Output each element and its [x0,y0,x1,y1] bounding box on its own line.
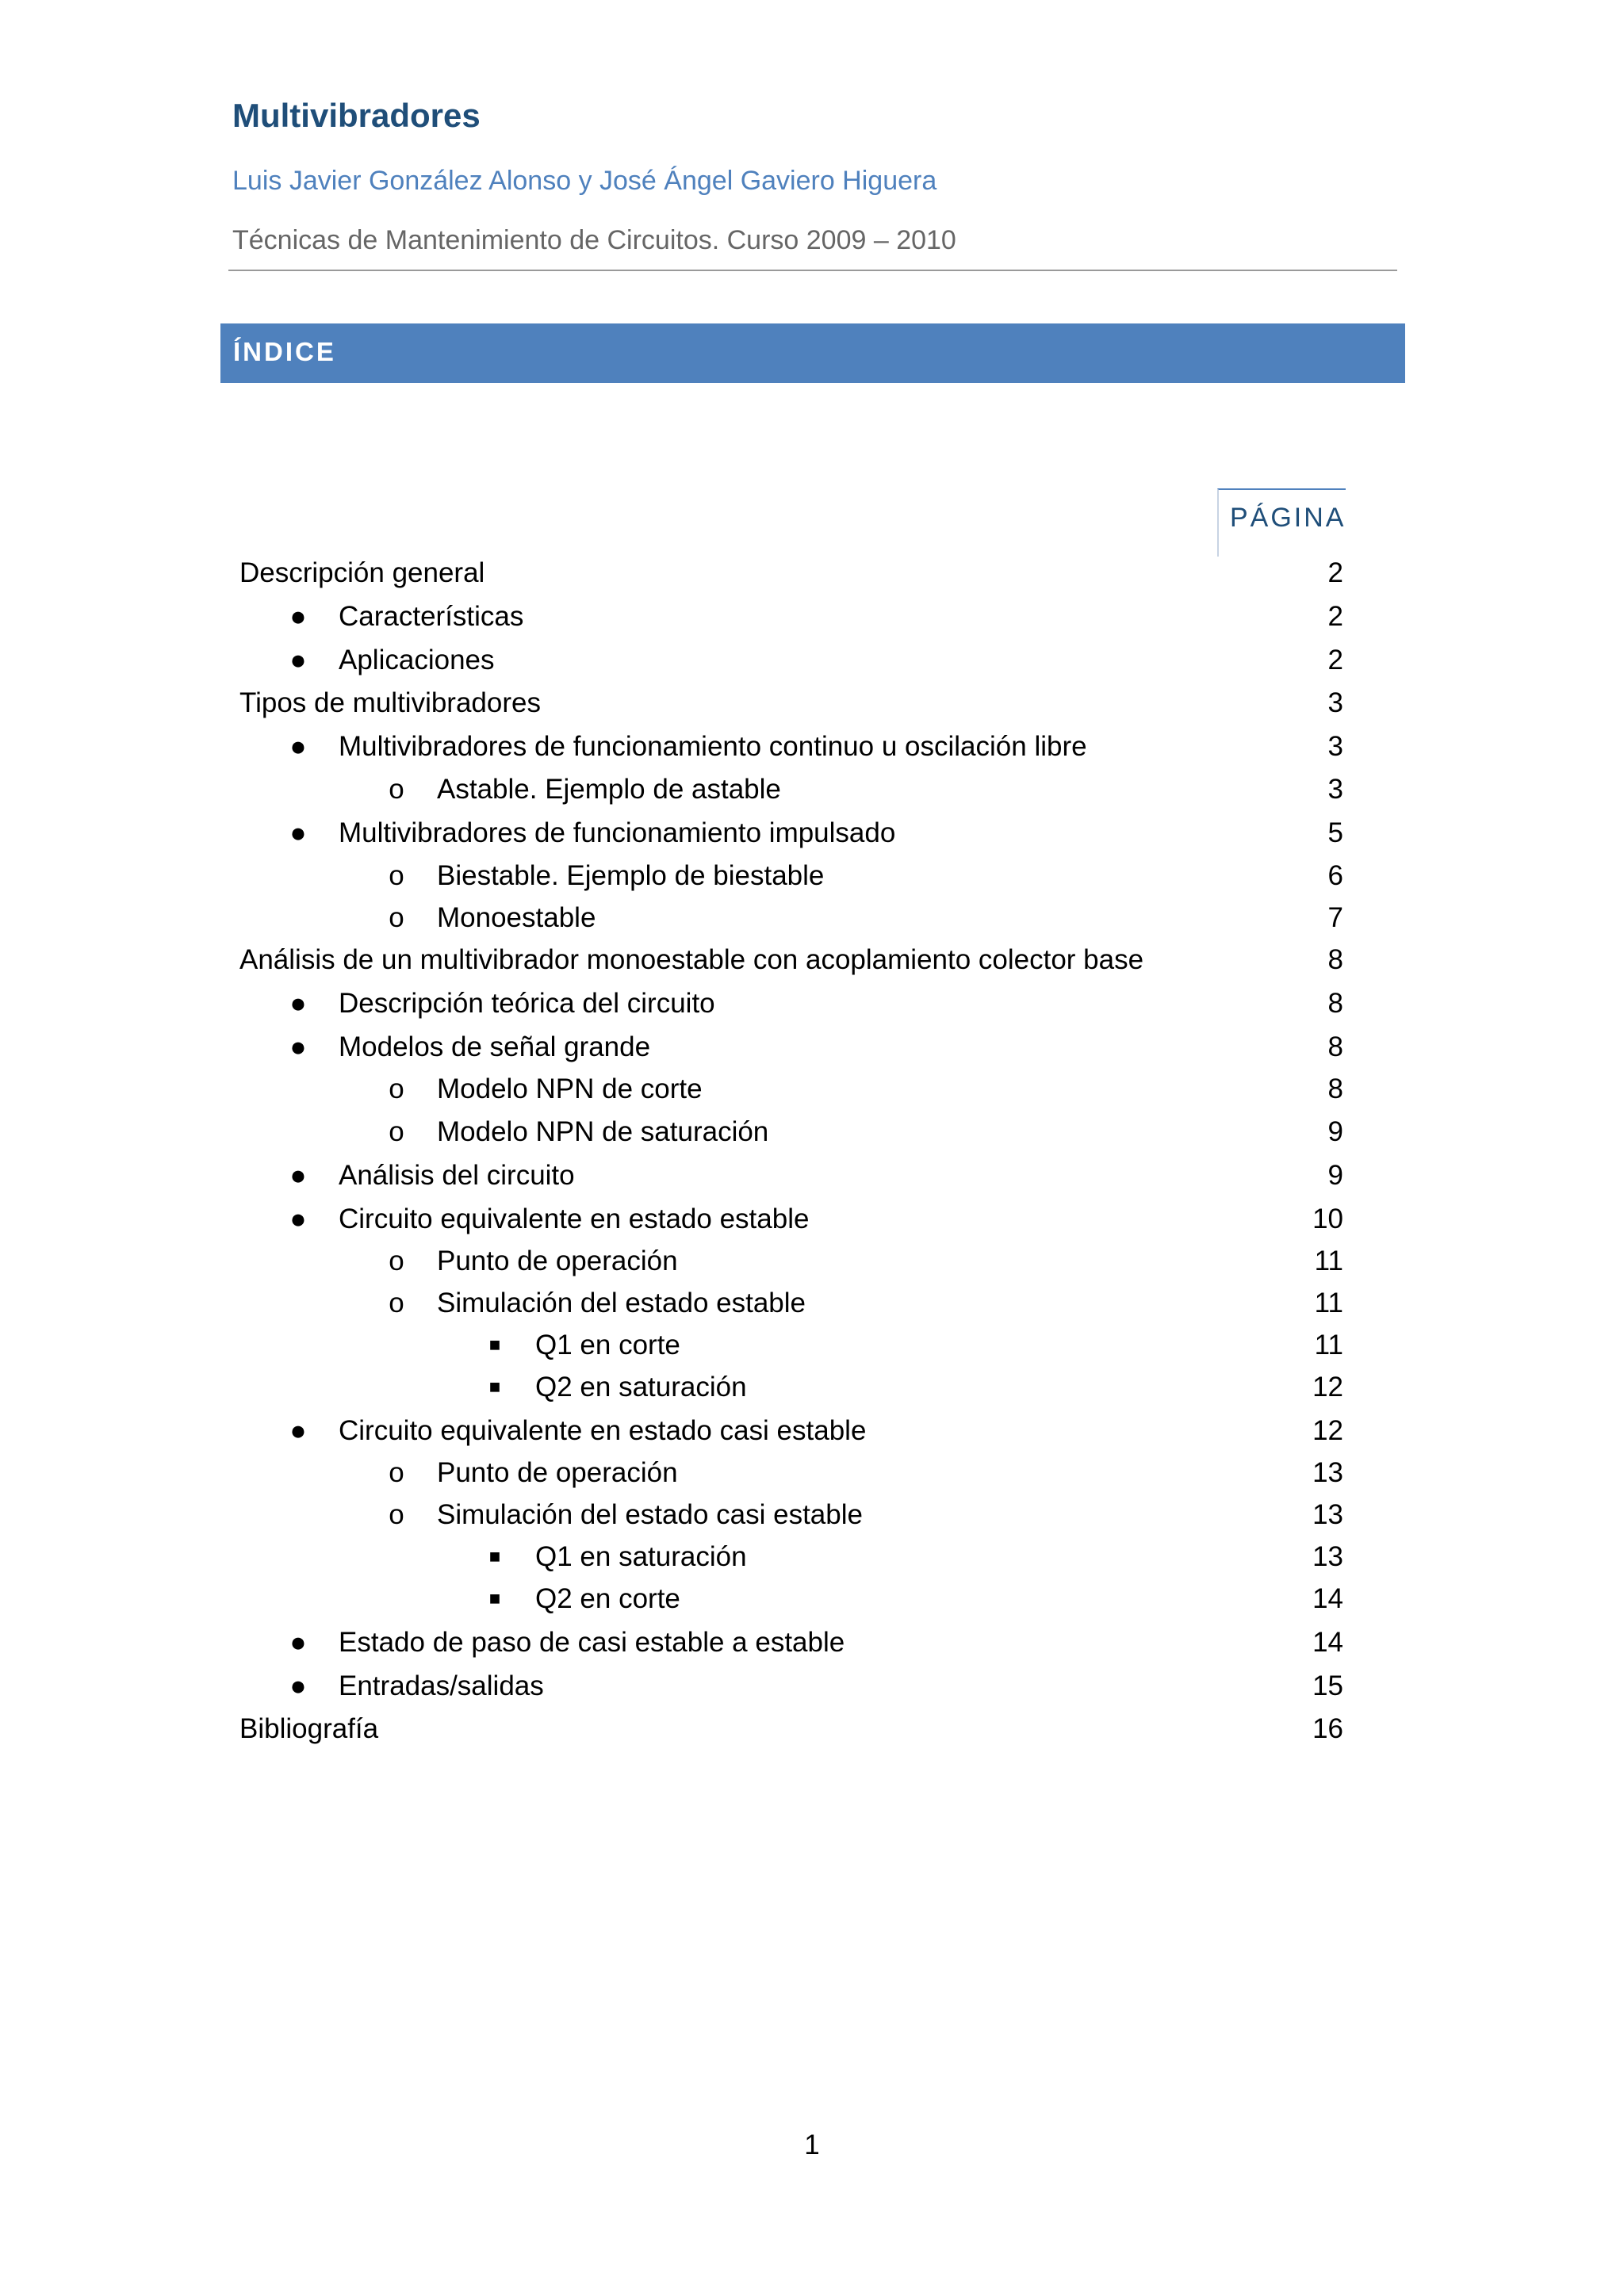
toc-entry-page: 13 [1312,1499,1343,1530]
toc-entry-text[interactable]: Descripción general [239,557,485,588]
document-course: Técnicas de Mantenimiento de Circuitos. Curso 2009 – 2010 [232,225,956,255]
toc-entry-text[interactable]: Q1 en saturación [535,1541,747,1572]
toc-entry[interactable] [0,553,1624,593]
toc-entry-text[interactable]: Modelo NPN de saturación [437,1116,769,1147]
index-heading: ÍNDICE [233,337,336,366]
toc-entry-page: 13 [1312,1457,1343,1488]
toc-entry-page: 11 [1314,1330,1343,1360]
toc-entry-text[interactable]: Punto de operación [437,1246,678,1276]
toc-entry[interactable] [0,1667,1624,1706]
bullet-disc-icon: ● [289,645,307,675]
bullet-disc-icon: ● [289,731,307,762]
toc-entry-page: 3 [1327,774,1343,805]
toc-entry[interactable] [0,1709,1624,1749]
toc-entry[interactable] [0,856,1624,896]
toc-entry-text[interactable]: Q1 en corte [535,1330,680,1360]
bullet-disc-icon: ● [289,817,307,848]
toc-entry-text[interactable]: Circuito equivalente en estado casi estable [339,1415,867,1446]
toc-entry[interactable] [0,1284,1624,1323]
bullet-disc-icon: ● [289,1203,307,1234]
toc-entry-page: 2 [1327,601,1343,632]
toc-entry-text[interactable]: Análisis de un multivibrador monoestable con acoplamiento colector base [239,944,1144,975]
bullet-disc-icon: ● [289,601,307,632]
page-column-label: PÁGINA [1230,503,1346,533]
bullet-disc-icon: ● [289,1670,307,1701]
toc-entry-text[interactable]: Astable. Ejemplo de astable [437,774,781,805]
toc-entry-text[interactable]: Multivibradores de funcionamiento continuo u oscilación libre [339,731,1087,762]
toc-entry-text[interactable]: Características [339,601,524,632]
toc-entry[interactable] [0,1537,1624,1577]
toc-entry-text[interactable]: Descripción teórica del circuito [339,988,715,1019]
toc-entry-text[interactable]: Estado de paso de casi estable a estable [339,1627,845,1658]
toc-entry-page: 15 [1312,1670,1343,1701]
bullet-disc-icon: ● [289,1031,307,1062]
toc-entry-page: 6 [1327,860,1343,891]
toc-entry[interactable] [0,1411,1624,1451]
toc-entry-text[interactable]: Simulación del estado estable [437,1288,806,1318]
bullet-square-icon: ■ [488,1546,501,1567]
bullet-square-icon: ■ [488,1588,501,1609]
document-authors: Luis Javier González Alonso y José Ángel Gaviero Higuera [232,166,937,196]
toc-entry-page: 8 [1327,1031,1343,1062]
toc-entry[interactable] [0,1453,1624,1493]
toc-entry-page: 11 [1314,1288,1343,1318]
toc-entry-text[interactable]: Análisis del circuito [339,1160,575,1191]
toc-entry-text[interactable]: Monoestable [437,902,596,933]
toc-entry[interactable] [0,770,1624,809]
toc-entry[interactable] [0,1623,1624,1663]
toc-entry-page: 2 [1327,557,1343,588]
bullet-disc-icon: ● [289,1415,307,1446]
toc-entry[interactable] [0,1070,1624,1109]
toc-entry-text[interactable]: Punto de operación [437,1457,678,1488]
toc-entry-text[interactable]: Bibliografía [239,1713,379,1744]
toc-entry-text[interactable]: Q2 en corte [535,1583,680,1614]
bullet-circle-icon: o [389,1246,404,1276]
toc-entry-page: 8 [1327,1073,1343,1104]
toc-entry-page: 14 [1312,1627,1343,1658]
toc-entry[interactable] [0,641,1624,680]
toc-entry[interactable] [0,1156,1624,1196]
toc-entry[interactable] [0,1027,1624,1067]
toc-entry-text[interactable]: Modelos de señal grande [339,1031,651,1062]
toc-entry-page: 8 [1327,988,1343,1019]
toc-entry[interactable] [0,940,1624,980]
bullet-circle-icon: o [389,774,404,805]
toc-entry-page: 7 [1327,902,1343,933]
toc-entry[interactable] [0,813,1624,853]
bullet-circle-icon: o [389,1499,404,1530]
document-title: Multivibradores [232,97,481,134]
header-divider [228,270,1397,271]
toc-entry[interactable] [0,597,1624,637]
bullet-circle-icon: o [389,1457,404,1488]
toc-entry-text[interactable]: Simulación del estado casi estable [437,1499,863,1530]
toc-entry-page: 12 [1312,1372,1343,1402]
bullet-circle-icon: o [389,1116,404,1147]
toc-entry[interactable] [0,898,1624,938]
toc-entry-page: 5 [1327,817,1343,848]
bullet-disc-icon: ● [289,1160,307,1191]
toc-entry[interactable] [0,727,1624,767]
toc-entry-page: 2 [1327,645,1343,675]
toc-entry-text[interactable]: Modelo NPN de corte [437,1073,703,1104]
bullet-disc-icon: ● [289,1627,307,1658]
toc-entry[interactable] [0,984,1624,1024]
toc-entry-page: 14 [1312,1583,1343,1614]
toc-entry-page: 3 [1327,731,1343,762]
bullet-circle-icon: o [389,1288,404,1318]
bullet-square-icon: ■ [488,1376,501,1398]
bullet-circle-icon: o [389,902,404,933]
toc-entry-text[interactable]: Entradas/salidas [339,1670,544,1701]
bullet-square-icon: ■ [488,1334,501,1356]
bullet-disc-icon: ● [289,988,307,1019]
toc-entry-text[interactable]: Aplicaciones [339,645,495,675]
toc-entry[interactable] [0,1242,1624,1281]
toc-entry-text[interactable]: Multivibradores de funcionamiento impulsado [339,817,896,848]
bullet-circle-icon: o [389,860,404,891]
toc-entry-page: 9 [1327,1116,1343,1147]
toc-entry[interactable] [0,1495,1624,1535]
toc-entry[interactable] [0,683,1624,723]
toc-entry-page: 10 [1312,1203,1343,1234]
toc-entry-page: 8 [1327,944,1343,975]
index-heading-banner [220,323,1405,383]
toc-entry-page: 3 [1327,687,1343,718]
toc-entry[interactable] [0,1368,1624,1407]
toc-entry-page: 12 [1312,1415,1343,1446]
toc-entry[interactable] [0,1200,1624,1239]
toc-entry-page: 13 [1312,1541,1343,1572]
toc-entry[interactable] [0,1112,1624,1152]
toc-entry-text[interactable]: Circuito equivalente en estado estable [339,1203,810,1234]
toc-entry-page: 11 [1314,1246,1343,1276]
toc-entry-text[interactable]: Q2 en saturación [535,1372,747,1402]
page-column-header [1217,488,1346,557]
toc-entry-page: 9 [1327,1160,1343,1191]
page-number: 1 [804,2130,820,2160]
toc-entry-text[interactable]: Tipos de multivibradores [239,687,541,718]
toc-entry-text[interactable]: Biestable. Ejemplo de biestable [437,860,825,891]
bullet-circle-icon: o [389,1073,404,1104]
toc-entry[interactable] [0,1579,1624,1619]
toc-entry[interactable] [0,1326,1624,1365]
toc-entry-page: 16 [1312,1713,1343,1744]
